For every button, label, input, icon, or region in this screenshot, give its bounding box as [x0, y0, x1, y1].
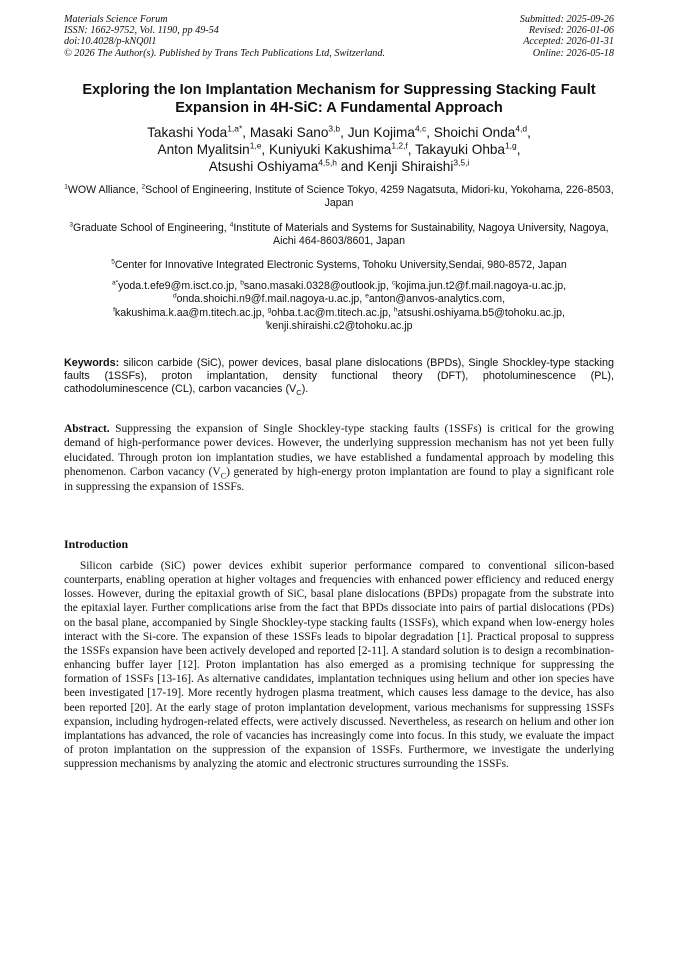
keywords: Keywords: silicon carbide (SiC), power devices, basal plane dislocations (BPDs), Single Shockley-type stacking faults (1SSFs), proton implantation, density functional theory (DFT), photoluminescence (PL), cathodoluminescence (CL), carbon vacancies $(V_C)$.	[64, 357, 614, 397]
introduction-paragraph: Silicon carbide (SiC) power devices exhibit superior performance compared to conventional silicon-based counterparts, enabling operation at higher voltages and frequencies with enhanced power efficiency and reduced energy losses. However, during the epitaxial growth of SiC, basal plane dislocations (BPDs) propagate from the substrate into the epitaxial layer. Further complications arise from the fact that BPDs dissociate into pairs of partial dislocations (PDs) on the basal plane, accompanied by Single Shockley-type stacking faults (1SSFs), which expand when low-energy holes interact with the Si-core. The expansion of these 1SSFs leads to bipolar degradation [1]. Practical proposal to suppress the 1SSFs expansion have been actively developed and reported [2-11]. A standard solution is to design a recombination-enhancing buffer layer [12]. Proton implantation has also emerged as a promising technique for suppressing the formation of 1SSFs [13-16]. As alternative candidates, implantation techniques using helium and other ion species have been investigated [17-19]. More recently hydrogen plasma treatment, which causes less damage to the device, has also been reported [20]. At the early stage of proton implantation development, various mechanisms for suppressing 1SSFs expansion, including hydrogen-related effects, were actively discussed. Nevertheless, as research on helium and other ion implantations has advanced, the role of vacancies has increasingly come into focus. In this study, we evaluate the impact of proton implantation on the suppression of the expansion of 1SSFs. Furthermore, we investigate the underlying suppression mechanisms by analyzing the atomic and electronic structures surrounding the 1SSFs.	[64, 560, 614, 771]
accepted-date: Accepted: 2026-01-31	[523, 36, 614, 48]
author: Takayuki Ohba$^{1,g}$	[415, 140, 517, 158]
publication-dates	[520, 14, 614, 59]
email[interactable]: $^{a*}$yoda.t.efe9@m.isct.co.jp,	[111, 279, 241, 292]
email[interactable]: $^c$kojima.jun.t2@f.mail.nagoya-u.ac.jp,	[391, 279, 567, 292]
affiliation: $^1$WOW Alliance, $^2$School of Engineering, Institute of Science Tokyo, 4259 Nagatsuta, Midori-ku, Yokohama, 226-8503, Japan	[64, 183, 614, 210]
author: Kuniyuki Kakushima$^{1,2,f}$	[268, 140, 408, 158]
email[interactable]: $^i$kenji.shiraishi.c2@tohoku.ac.jp	[265, 319, 413, 333]
email[interactable]: $^h$atsushi.oshiyama.b5@tohoku.ac.jp,	[393, 306, 565, 319]
keywords-text: silicon carbide (SiC), power devices, basal plane dislocations (BPDs), Single Shockley-type stacking faults (1SSFs), proton implantation, density functional theory (DFT), photoluminescence (PL), cathodoluminescence (CL), carbon vacancies (V	[64, 357, 614, 395]
section-heading: Introduction	[64, 537, 129, 551]
submitted-date: Submitted: 2025-09-26	[519, 14, 614, 25]
keywords-label: Keywords:	[64, 357, 120, 369]
email[interactable]: $^e$anton@anvos-analytics.com,	[365, 292, 506, 306]
paper-title: Exploring the Ion Implantation Mechanism for Suppressing Stacking Fault Expansion in 4H-SiC: A Fundamental Approach	[82, 82, 596, 116]
author: Masaki Sano$^{3,b}$	[249, 123, 341, 140]
journal-name: Materials Science Forum	[64, 14, 168, 25]
email-list	[64, 280, 614, 334]
author: Shoichi Onda$^{4,d}$	[433, 123, 528, 140]
affiliation: $^5$Center for Innovative Integrated Electronic Systems, Tohoku University,Sendai, 980-8572, Japan	[111, 258, 567, 271]
online-date: Online: 2026-05-18	[532, 47, 614, 59]
author-list: Takashi Yoda$^{1,a*}$, Masaki Sano$^{3,b}$, Jun Kojima$^{4,c}$, Shoichi Onda$^{4,d}$, Anton Myalitsin$^{1,e}$, Kuniyuki Kakushima$^{1,2,f}$, Takayuki Ohba$^{1,g}$, Atsushi Oshiyama$^{4,5,h}$ and Kenji Shiraishi$^{3,5,i}$	[147, 123, 531, 175]
abstract-label: Abstract.	[64, 423, 110, 435]
doi-line: doi:10.4028/p-kNQ0l1	[64, 36, 157, 48]
issn-line: ISSN: 1662-9752, Vol. 1190, pp 49-54	[64, 25, 219, 37]
email[interactable]: $^d$onda.shoichi.n9@f.mail.nagoya-u.ac.jp,	[172, 292, 366, 306]
revised-date: Revised: 2026-01-06	[528, 25, 614, 37]
abstract-text: Suppressing the expansion of Single Shockley-type stacking faults (1SSFs) is critical for the growing demand of high-performance power devices. However, the underlying suppression mechanism has not yet been fully elucidated. Through proton ion implantation studies, we have established a fundamental approach by modeling this phenomenon. Carbon vacancy (V	[64, 423, 614, 479]
author: Takashi Yoda$^{1,a*}$	[147, 123, 243, 140]
copyright-line: © 2026 The Author(s). Published by Trans Tech Publications Ltd, Switzerland.	[64, 47, 386, 59]
email[interactable]: $^b$sano.masaki.0328@outlook.jp,	[240, 279, 392, 292]
author: Jun Kojima$^{4,c}$	[347, 123, 427, 140]
email[interactable]: $^f$kakushima.k.aa@m.titech.ac.jp,	[113, 306, 268, 319]
author: Kenji Shiraishi$^{3,5,i}$	[367, 157, 470, 175]
publication-info	[64, 14, 385, 59]
email[interactable]: $^g$ohba.t.ac@m.titech.ac.jp,	[267, 306, 394, 319]
author: Anton Myalitsin$^{1,e}$	[157, 140, 262, 158]
affiliation: $^3$Graduate School of Engineering, $^4$Institute of Materials and Systems for Sustainability, Nagoya University, Nagoya, Aichi 464-8603/8601, Japan	[69, 221, 609, 248]
author: Atsushi Oshiyama$^{4,5,h}$	[208, 157, 337, 175]
abstract: Abstract. Suppressing the expansion of Single Shockley-type stacking faults (1SSFs) is critical for the growing demand of high-performance power devices. However, the underlying suppression mechanism has not yet been fully elucidated. Through proton ion implantation studies, we have established a fundamental approach by modeling this phenomenon. Carbon vacancy $(V_C)$ generated by high-energy proton implantation are found to play a significant role in suppressing the expansion of 1SSFs.	[64, 423, 615, 493]
